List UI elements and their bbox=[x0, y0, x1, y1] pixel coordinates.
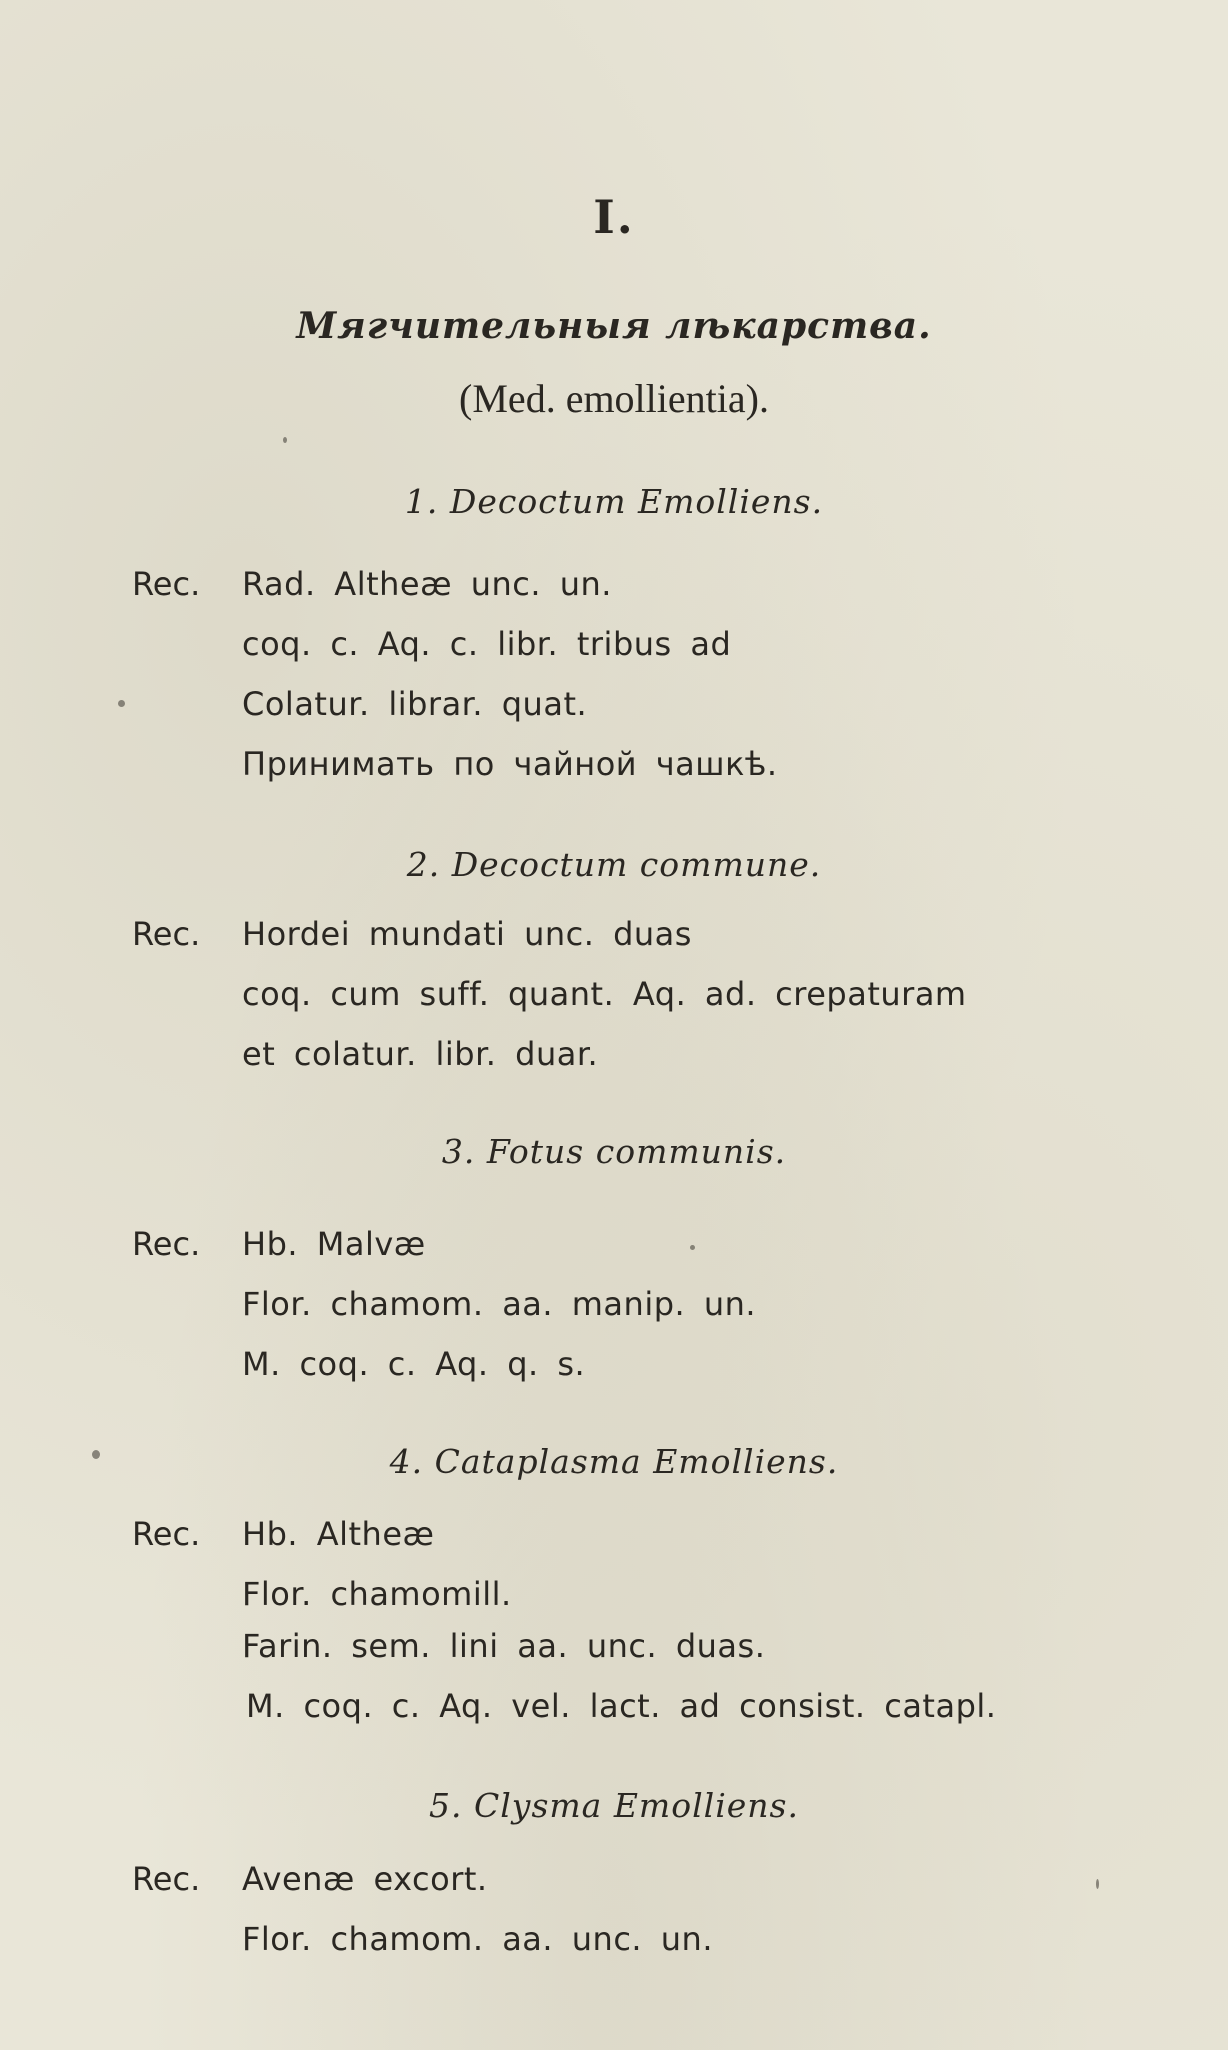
recipe-line: Avenæ excort. bbox=[242, 1860, 488, 1898]
rec-label: Rec. bbox=[132, 1860, 201, 1898]
paper-speck bbox=[283, 437, 287, 443]
recipe-line: Flor. chamom. aa. manip. un. bbox=[242, 1285, 757, 1323]
recipe-line: coq. c. Aq. c. libr. tribus ad bbox=[242, 625, 732, 663]
recipe-line: Hordei mundati unc. duas bbox=[242, 915, 692, 953]
recipe-line: Farin. sem. lini aa. unc. duas. bbox=[242, 1627, 766, 1665]
rec-label: Rec. bbox=[132, 915, 201, 953]
recipe-line: Colatur. librar. quat. bbox=[242, 685, 588, 723]
recipe-line: M. coq. c. Aq. q. s. bbox=[242, 1345, 586, 1383]
recipe-line: Flor. chamomill. bbox=[242, 1575, 512, 1613]
recipe-line: Flor. chamom. aa. unc. un. bbox=[242, 1920, 713, 1958]
recipe-title: 5. Clysma Emolliens. bbox=[429, 1786, 799, 1825]
rec-label: Rec. bbox=[132, 1225, 201, 1263]
recipe-line: Принимать по чайной чашкѣ. bbox=[242, 745, 778, 783]
recipe-line: Hb. Altheæ bbox=[242, 1515, 435, 1553]
rec-label: Rec. bbox=[132, 565, 201, 603]
paper-speck bbox=[1096, 1879, 1099, 1889]
recipe-line: et colatur. libr. duar. bbox=[242, 1035, 599, 1073]
recipe-line: coq. cum suff. quant. Aq. ad. crepaturam bbox=[242, 975, 967, 1013]
chapter-number: I. bbox=[593, 190, 635, 244]
recipe-title: 1. Decoctum Emolliens. bbox=[404, 482, 824, 521]
recipe-line: Rad. Altheæ unc. un. bbox=[242, 565, 612, 603]
chapter-title-latin: (Med. emollientia). bbox=[459, 376, 769, 421]
recipe-title: 3. Fotus communis. bbox=[441, 1132, 787, 1171]
recipe-line: M. coq. c. Aq. vel. lact. ad consist. catapl. bbox=[246, 1687, 997, 1725]
paper-speck bbox=[118, 700, 125, 707]
chapter-title-russian: Мягчительныя лѣкарства. bbox=[296, 305, 932, 347]
rec-label: Rec. bbox=[132, 1515, 201, 1553]
recipe-title: 2. Decoctum commune. bbox=[406, 845, 822, 884]
recipe-line: Hb. Malvæ bbox=[242, 1225, 426, 1263]
paper-speck bbox=[690, 1245, 695, 1250]
recipe-title: 4. Cataplasma Emolliens. bbox=[389, 1442, 839, 1481]
